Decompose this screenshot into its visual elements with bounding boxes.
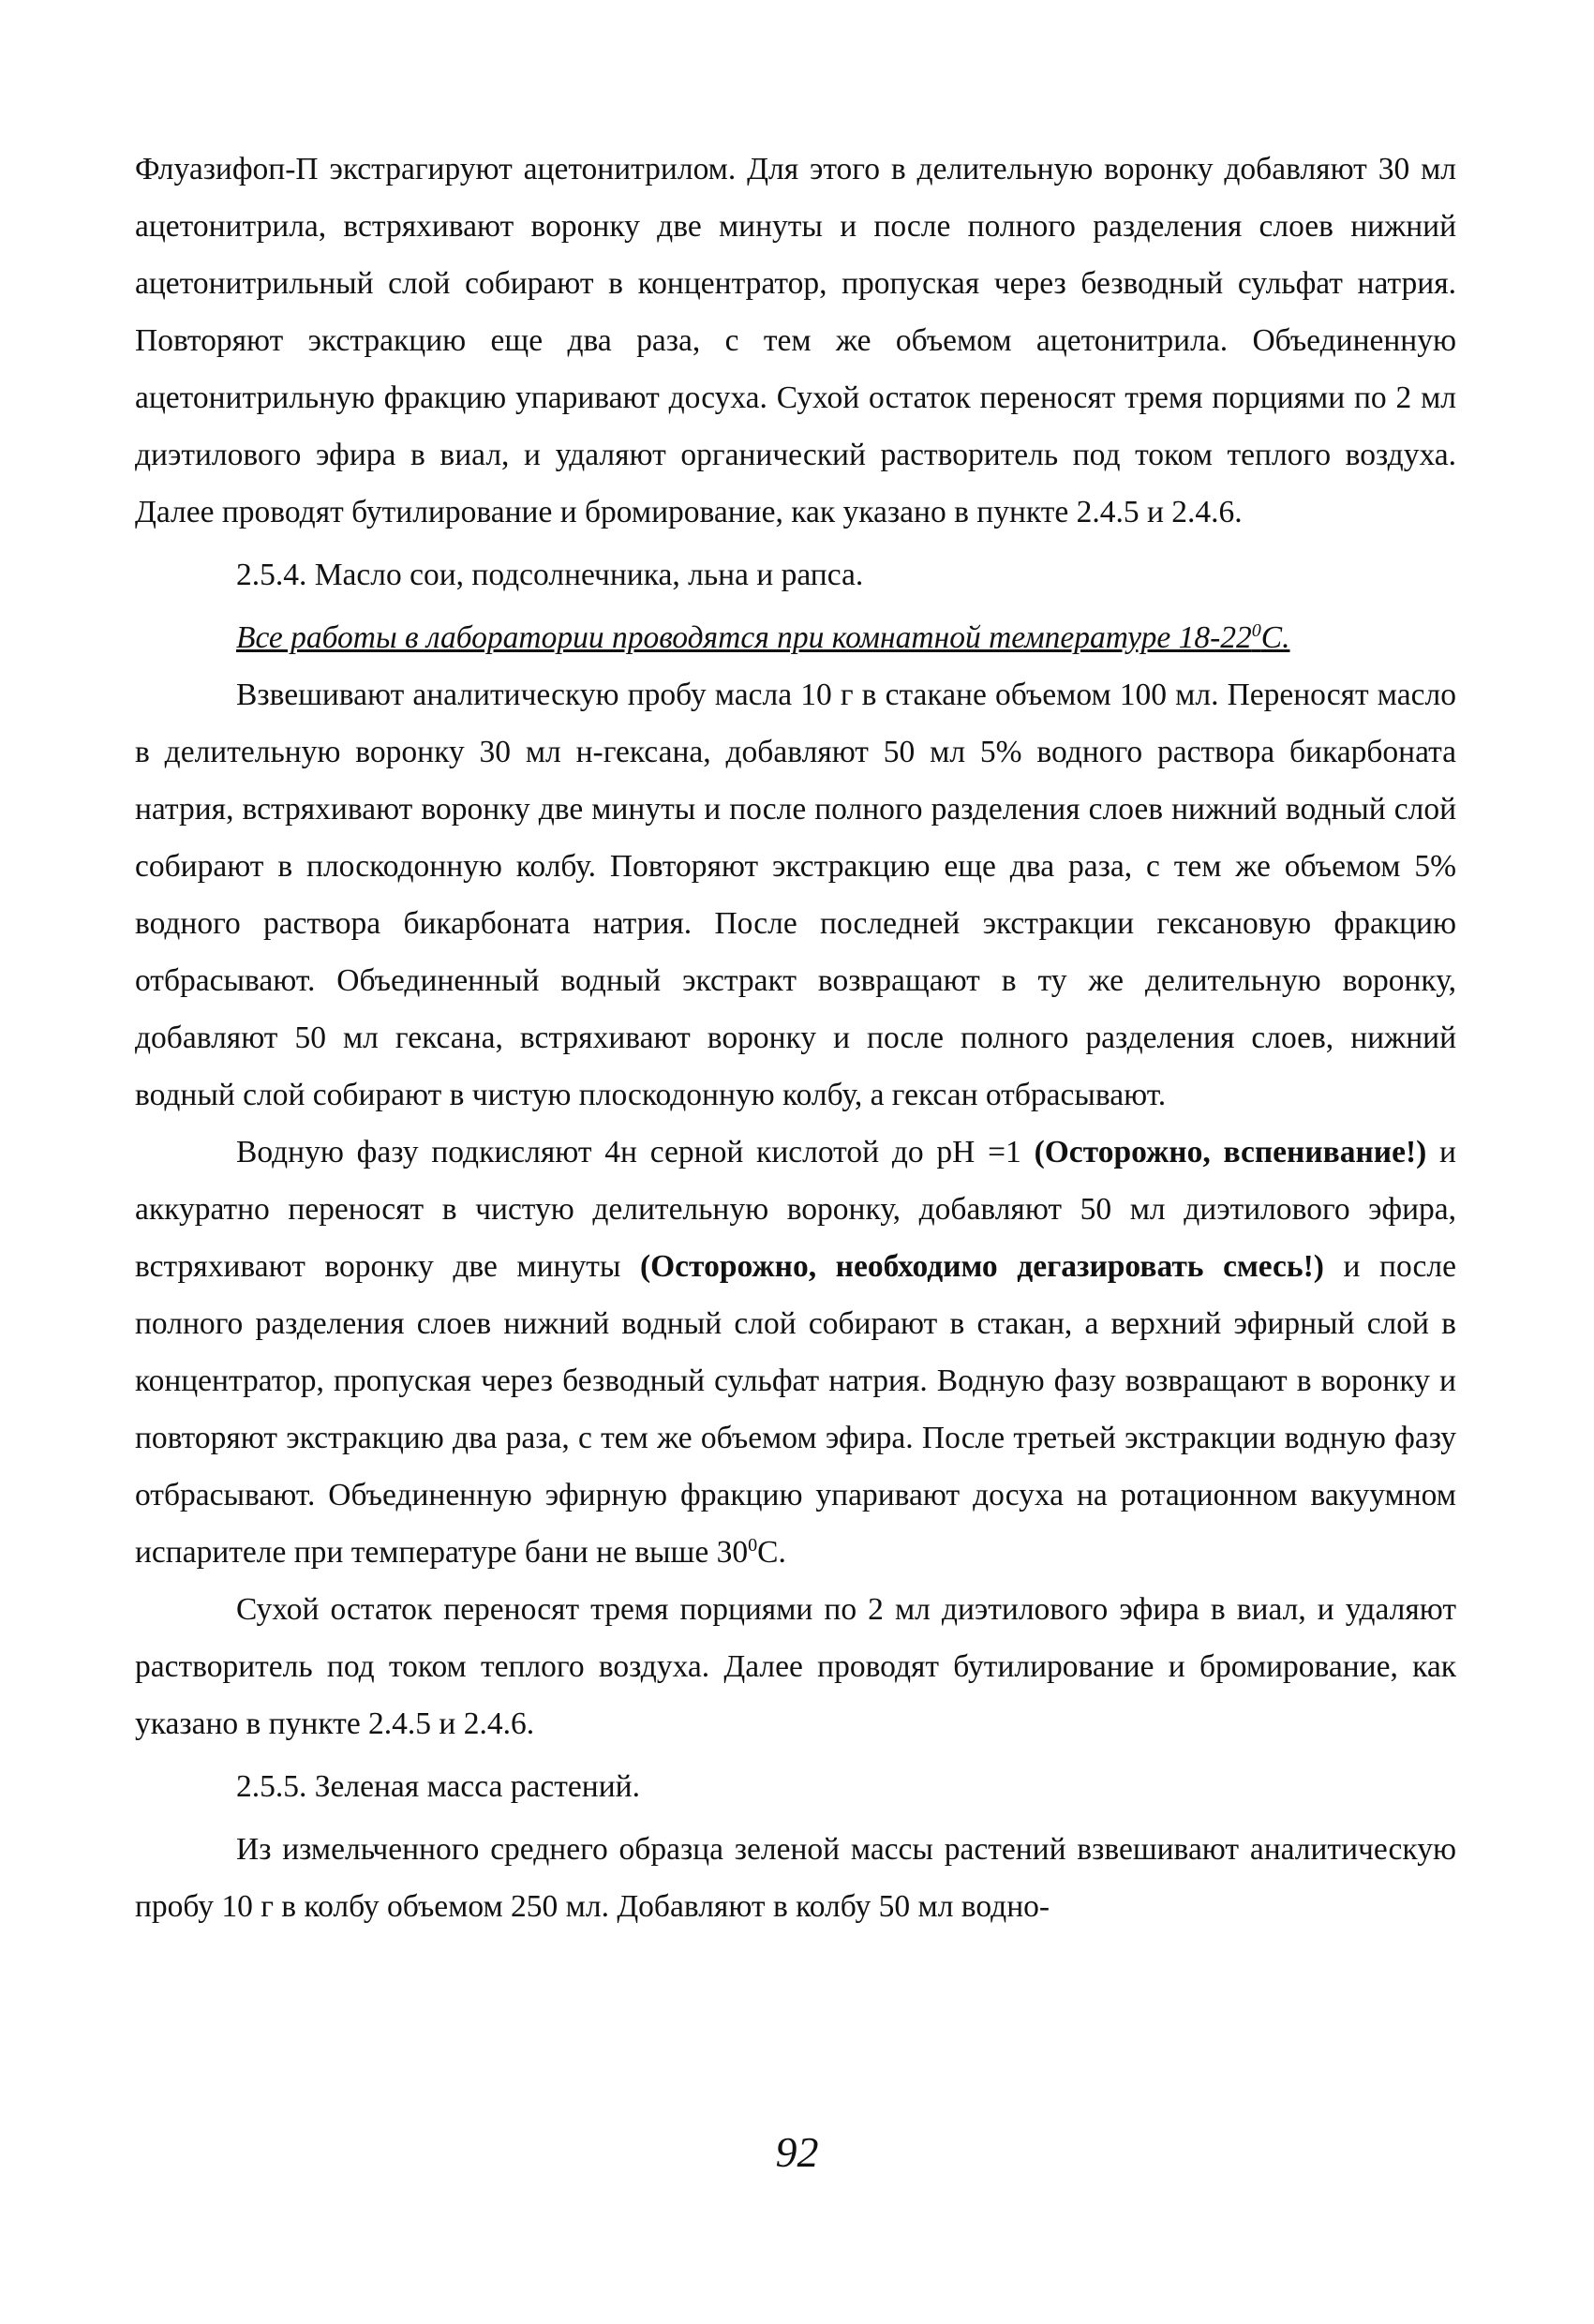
acidification-text-3: и после полного разделения слоев нижний водный слой собирают в стакан, а верхний эфирный слой в концентратор, пропуская через безводный сульфат натрия. Водную фазу возвращают в воронку и повторяют экстракцию два раза, с тем же объемом эфира. После третьей экстракции водную фазу отбрасывают. Объединенную эфирную фракцию упаривают досуха на ротационном вакуумном испарителе при температуре бани не выше 30 xyxy=(135,1249,1456,1570)
section-heading-2-5-5: 2.5.5. Зеленая масса растений. xyxy=(236,1769,640,1804)
lab-temperature-note-text: Все работы в лаборатории проводятся при комнатной температуре 18-22 xyxy=(236,620,1252,655)
warning-degas: (Осторожно, необходимо дегазировать смесь!) xyxy=(639,1249,1324,1284)
lab-temperature-note xyxy=(135,609,1456,666)
warning-foaming: (Осторожно, вспенивание!) xyxy=(1034,1135,1427,1169)
paragraph-dry-residue: Сухой остаток переносят тремя порциями по 2 мл диэтилового эфира в виал, и удаляют растворитель под током теплого воздуха. Далее проводят бутилирование и бромирование, как указано в пункте 2.4.5 и 2.4.6. xyxy=(135,1592,1456,1741)
paragraph-acidification xyxy=(135,1124,1456,1581)
acidification-text-4: С. xyxy=(757,1535,786,1570)
page-number: 92 xyxy=(775,2128,819,2176)
degree-superscript: 0 xyxy=(748,1534,758,1556)
paragraph-green-mass: Из измельченного среднего образца зеленой массы растений взвешивают аналитическую пробу 10 г в колбу объемом 250 мл. Добавляют в колбу 50 мл водно- xyxy=(135,1832,1456,1924)
paragraph-extraction-acetonitrile: Флуазифоп-П экстрагируют ацетонитрилом. Для этого в делительную воронку добавляют 30 мл ацетонитрила, встряхивают воронку две минуты и после полного разделения слоев нижний ацетонитрильный слой собирают в концентратор, пропуская через безводный сульфат натрия. Повторяют экстракцию еще два раза, с тем же объемом ацетонитрила. Объединенную ацетонитрильную фракцию упаривают досуха. Сухой остаток переносят тремя порциями по 2 мл диэтилового эфира в виал, и удаляют органический растворитель под током теплого воздуха. Далее проводят бутилирование и бромирование, как указано в пункте 2.4.5 и 2.4.6. xyxy=(135,152,1456,529)
section-heading-2-5-4: 2.5.4. Масло сои, подсолнечника, льна и рапса. xyxy=(236,558,864,592)
acidification-text-1: Водную фазу подкисляют 4н серной кислотой до pH =1 xyxy=(236,1135,1035,1169)
degree-superscript: 0 xyxy=(1251,619,1261,641)
acidification-text-2: и аккуратно переносят в чистую делительную воронку, добавляют 50 мл диэтилового эфира, встряхивают воронку две минуты xyxy=(135,1135,1456,1284)
paragraph-oil-sample: Взвешивают аналитическую пробу масла 10 г в стакане объемом 100 мл. Переносят масло в делительную воронку 30 мл н-гексана, добавляют 50 мл 5% водного раствора бикарбоната натрия, встряхивают воронку две минуты и после полного разделения слоев нижний водный слой собирают в плоскодонную колбу. Повторяют экстракцию еще два раза, с тем же объемом 5% водного раствора бикарбоната натрия. После последней экстракции гексановую фракцию отбрасывают. Объединенный водный экстракт возвращают в ту же делительную воронку, добавляют 50 мл гексана, встряхивают воронку и после полного разделения слоев, нижний водный слой собирают в чистую плоскодонную колбу, а гексан отбрасывают. xyxy=(135,678,1456,1112)
document-body xyxy=(135,141,1456,1935)
lab-temperature-note-unit: С. xyxy=(1260,620,1290,655)
